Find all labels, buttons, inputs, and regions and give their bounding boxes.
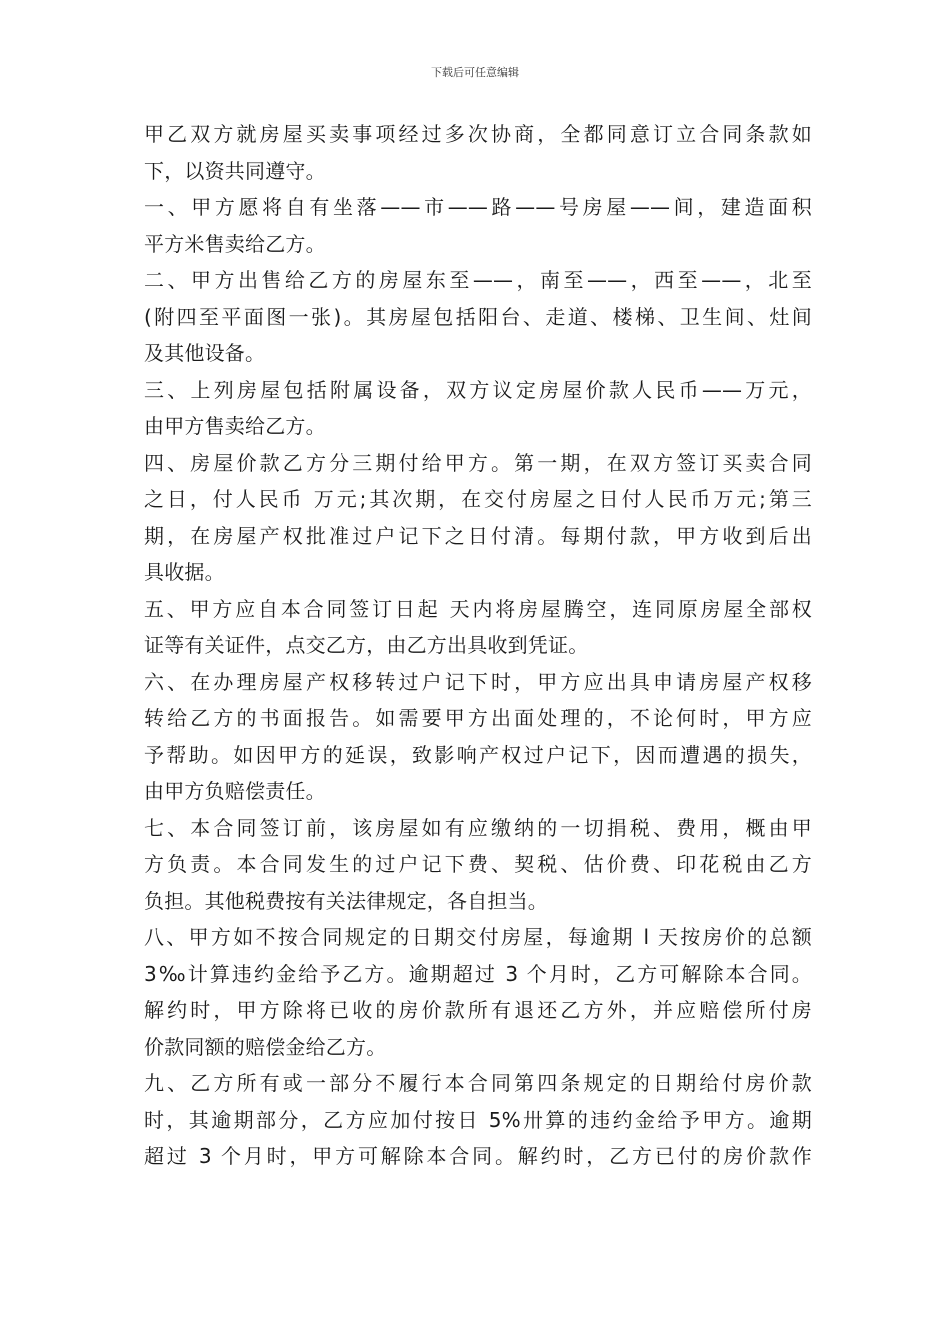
text-line: 方负责。本合同发生的过户记下费、契税、估价费、印花税由乙方 <box>144 852 812 876</box>
text-line: 平方米售卖给乙方。 <box>144 231 326 256</box>
text-line: 解约时，甲方除将已收的房价款所有退还乙方外，并应赔偿所付房 <box>144 998 812 1022</box>
text-line: 价款同额的赔偿金给乙方。 <box>144 1034 387 1059</box>
text-line: 期，在房屋产权批准过户记下之日付清。每期付款，甲方收到后出 <box>144 523 812 548</box>
text-line: 由甲方负赔偿责任。 <box>144 779 326 803</box>
text-line: 一、甲方愿将自有坐落——市——路——号房屋——间，建造面积 <box>144 195 812 219</box>
text-line: 3‰计算违约金给予乙方。逾期超过 3 个月时，乙方可解除本合同。 <box>144 961 812 986</box>
text-line: 七、本合同签订前，该房屋如有应缴纳的一切捐税、费用，概由甲 <box>144 815 812 840</box>
text-line: 五、甲方应自本合同签订日起 天内将房屋腾空，连同原房屋全部权 <box>144 596 812 621</box>
text-line: (附四至平面图一张)。其房屋包括阳台、走道、楼梯、卫生间、灶间 <box>144 304 812 329</box>
text-line: 二、甲方出售给乙方的房屋东至——，南至——，西至——，北至 <box>144 268 812 292</box>
page-header-note: 下载后可任意编辑 <box>431 66 519 79</box>
text-line: 下，以资共同遵守。 <box>144 158 326 183</box>
text-line: 四、房屋价款乙方分三期付给甲方。第一期，在双方签订买卖合同 <box>144 450 812 475</box>
text-line: 之日，付人民币 万元;其次期，在交付房屋之日付人民币万元;第三 <box>144 487 812 511</box>
text-line: 由甲方售卖给乙方。 <box>144 414 326 438</box>
text-line: 负担。其他税费按有关法律规定，各自担当。 <box>144 888 548 913</box>
text-line: 及其他设备。 <box>144 341 266 365</box>
text-line: 时，其逾期部分，乙方应加付按日 5%卅算的违约金给予甲方。逾期 <box>144 1107 812 1132</box>
text-line: 三、上列房屋包括附属设备，双方议定房屋价款人民币——万元， <box>144 377 812 402</box>
text-line: 九、乙方所有或一部分不履行本合同第四条规定的日期给付房价款 <box>144 1071 812 1095</box>
text-line: 具收据。 <box>144 560 225 584</box>
text-line: 甲乙双方就房屋买卖事项经过多次协商，全都同意订立合同条款如 <box>144 122 812 146</box>
text-line: 予帮助。如因甲方的延误，致影响产权过户记下，因而遭遇的损失， <box>144 742 812 767</box>
text-line: 六、在办理房屋产权移转过户记下时，甲方应出具申请房屋产权移 <box>144 669 812 694</box>
text-line: 转给乙方的书面报告。如需要甲方出面处理的，不论何时，甲方应 <box>144 706 812 730</box>
contract-body <box>144 116 812 1175</box>
text-line: 超过 3 个月时，甲方可解除本合同。解约时，乙方已付的房价款作 <box>144 1144 812 1168</box>
text-line: 八、甲方如不按合同规定的日期交付房屋，每逾期 l 天按房价的总额 <box>144 925 812 949</box>
text-line: 证等有关证件，点交乙方，由乙方出具收到凭证。 <box>144 633 589 657</box>
